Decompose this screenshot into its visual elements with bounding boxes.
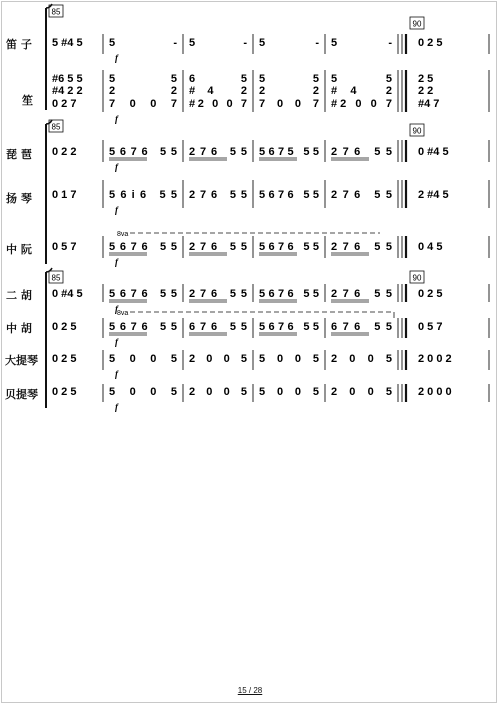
pickup-notes-yangqin: 0 1 7 [52, 189, 77, 201]
dynamic-forte: f [115, 304, 118, 314]
bar-notes-zhonghu: 676 55 [331, 321, 392, 333]
bar-notes-sheng_low: #2 0 0 7 [189, 98, 247, 110]
after-repeat-notes-zhonghu: 0 5 7 [418, 321, 443, 333]
pickup-notes-sheng_top: #6 5 5 [52, 73, 83, 85]
instrument-label-dizi: 笛 子 [6, 38, 32, 51]
after-repeat-notes-cello: 2 0 0 2 [418, 353, 452, 365]
instrument-label-zhonghu: 中 胡 [6, 322, 32, 335]
after-repeat-notes-zhongruan: 0 4 5 [418, 241, 443, 253]
svg-text:85: 85 [51, 273, 61, 283]
pickup-notes-pipa: 0 2 2 [52, 146, 77, 158]
after-repeat-notes-pipa: 0 #4 5 [418, 146, 449, 158]
octave-mark-zhonghu: 8va [117, 310, 129, 317]
bar-notes-sheng_low: 7 0 0 7 [259, 98, 319, 110]
bar-notes-cello: 5 0 0 5 [109, 353, 177, 365]
dynamic-forte: f [115, 205, 118, 215]
bar-notes-cello: 5 0 0 5 [259, 353, 319, 365]
instrument-label-cello: 大提琴 [5, 354, 38, 367]
bar-notes-yangqin: 276 55 [331, 189, 392, 201]
bar-notes-bass: 2 0 0 5 [189, 386, 247, 398]
bar-notes-erhu: 276 55 [189, 288, 247, 300]
after-repeat-notes-sheng_low: #4 7 [418, 98, 440, 110]
bar-notes-zhonghu: 676 55 [189, 321, 247, 333]
dynamic-forte: f [115, 402, 118, 412]
bar-notes-zhonghu: 5676 55 [259, 321, 319, 333]
dynamic-forte: f [115, 114, 118, 124]
after-repeat-notes-sheng_top: 2 5 [418, 73, 434, 85]
bar-notes-sheng_low: 7 0 0 7 [109, 98, 177, 110]
bar-notes-sheng_top: 5 5 [331, 73, 392, 85]
pickup-notes-erhu: 0 #4 5 [52, 288, 83, 300]
pickup-notes-cello: 0 2 5 [52, 353, 77, 365]
bar-notes-dizi: 5 - [189, 37, 247, 49]
dynamic-forte: f [115, 53, 118, 63]
instrument-label-yangqin: 扬 琴 [6, 192, 32, 205]
svg-text:90: 90 [412, 273, 422, 283]
svg-text:90: 90 [412, 126, 422, 136]
dynamic-forte: f [115, 369, 118, 379]
bar-notes-zhongruan: 276 55 [331, 241, 392, 253]
instrument-label-sheng: 笙 [22, 94, 33, 107]
bar-notes-erhu: 276 55 [331, 288, 392, 300]
pickup-notes-sheng_mid: #4 2 2 [52, 85, 83, 97]
bar-notes-sheng_mid: #4 2 [189, 85, 247, 97]
after-repeat-notes-yangqin: 2 #4 5 [418, 189, 449, 201]
bar-notes-sheng_mid: 2 2 [109, 85, 177, 97]
bar-notes-sheng_top: 5 5 [109, 73, 177, 85]
instrument-label-erhu: 二 胡 [6, 289, 32, 302]
bar-notes-zhongruan: 276 55 [189, 241, 247, 253]
bar-notes-pipa: 276 55 [189, 146, 247, 158]
svg-text:85: 85 [51, 7, 61, 17]
after-repeat-notes-dizi: 0 2 5 [418, 37, 443, 49]
bar-notes-pipa: 276 55 [331, 146, 392, 158]
pickup-notes-dizi: 5 #4 5 [52, 37, 83, 49]
bar-notes-sheng_mid: 2 2 [259, 85, 319, 97]
bar-notes-sheng_top: 5 5 [259, 73, 319, 85]
bar-notes-yangqin: 276 55 [189, 189, 247, 201]
pickup-notes-zhongruan: 0 5 7 [52, 241, 77, 253]
bar-notes-zhongruan: 5676 55 [259, 241, 319, 253]
after-repeat-notes-bass: 2 0 0 0 [418, 386, 452, 398]
after-repeat-notes-sheng_mid: 2 2 [418, 85, 434, 97]
bar-notes-dizi: 5 - [331, 37, 392, 49]
dynamic-forte: f [115, 257, 118, 267]
bar-notes-yangqin: 56i6 55 [109, 189, 177, 201]
svg-text:90: 90 [412, 19, 422, 29]
bar-notes-cello: 2 0 0 5 [189, 353, 247, 365]
octave-lines [117, 231, 394, 318]
pickup-notes-bass: 0 2 5 [52, 386, 77, 398]
instrument-label-bass: 贝提琴 [5, 388, 38, 401]
pickup-notes-sheng_low: 0 2 7 [52, 98, 77, 110]
bar-notes-zhongruan: 5676 55 [109, 241, 177, 253]
dynamic-forte: f [115, 337, 118, 347]
bar-notes-sheng_mid: #4 2 [331, 85, 392, 97]
bar-notes-pipa: 5675 55 [259, 146, 319, 158]
bar-notes-dizi: 5 - [259, 37, 319, 49]
bar-notes-bass: 5 0 0 5 [109, 386, 177, 398]
note-rows [52, 37, 452, 412]
page-number: 15 / 28 [237, 686, 263, 695]
bar-notes-dizi: 5 - [109, 37, 177, 49]
bar-notes-erhu: 5676 55 [109, 288, 177, 300]
bar-notes-pipa: 5676 55 [109, 146, 177, 158]
bar-notes-cello: 2 0 0 5 [331, 353, 392, 365]
bar-notes-zhonghu: 5676 55 [109, 321, 177, 333]
instrument-label-pipa: 琵 琶 [6, 148, 32, 161]
bar-notes-bass: 2 0 0 5 [331, 386, 392, 398]
bar-notes-bass: 5 0 0 5 [259, 386, 319, 398]
instrument-label-zhongruan: 中 阮 [6, 243, 32, 256]
octave-mark-zhongruan: 8va [117, 231, 129, 238]
dynamic-forte: f [115, 162, 118, 172]
bar-notes-yangqin: 5676 55 [259, 189, 319, 201]
bar-notes-sheng_top: 6 5 [189, 73, 247, 85]
after-repeat-notes-erhu: 0 2 5 [418, 288, 443, 300]
pickup-notes-zhonghu: 0 2 5 [52, 321, 77, 333]
svg-text:85: 85 [51, 122, 61, 132]
page-footer [0, 686, 500, 695]
bar-notes-sheng_low: #2 0 0 7 [331, 98, 392, 110]
bar-notes-erhu: 5676 55 [259, 288, 319, 300]
